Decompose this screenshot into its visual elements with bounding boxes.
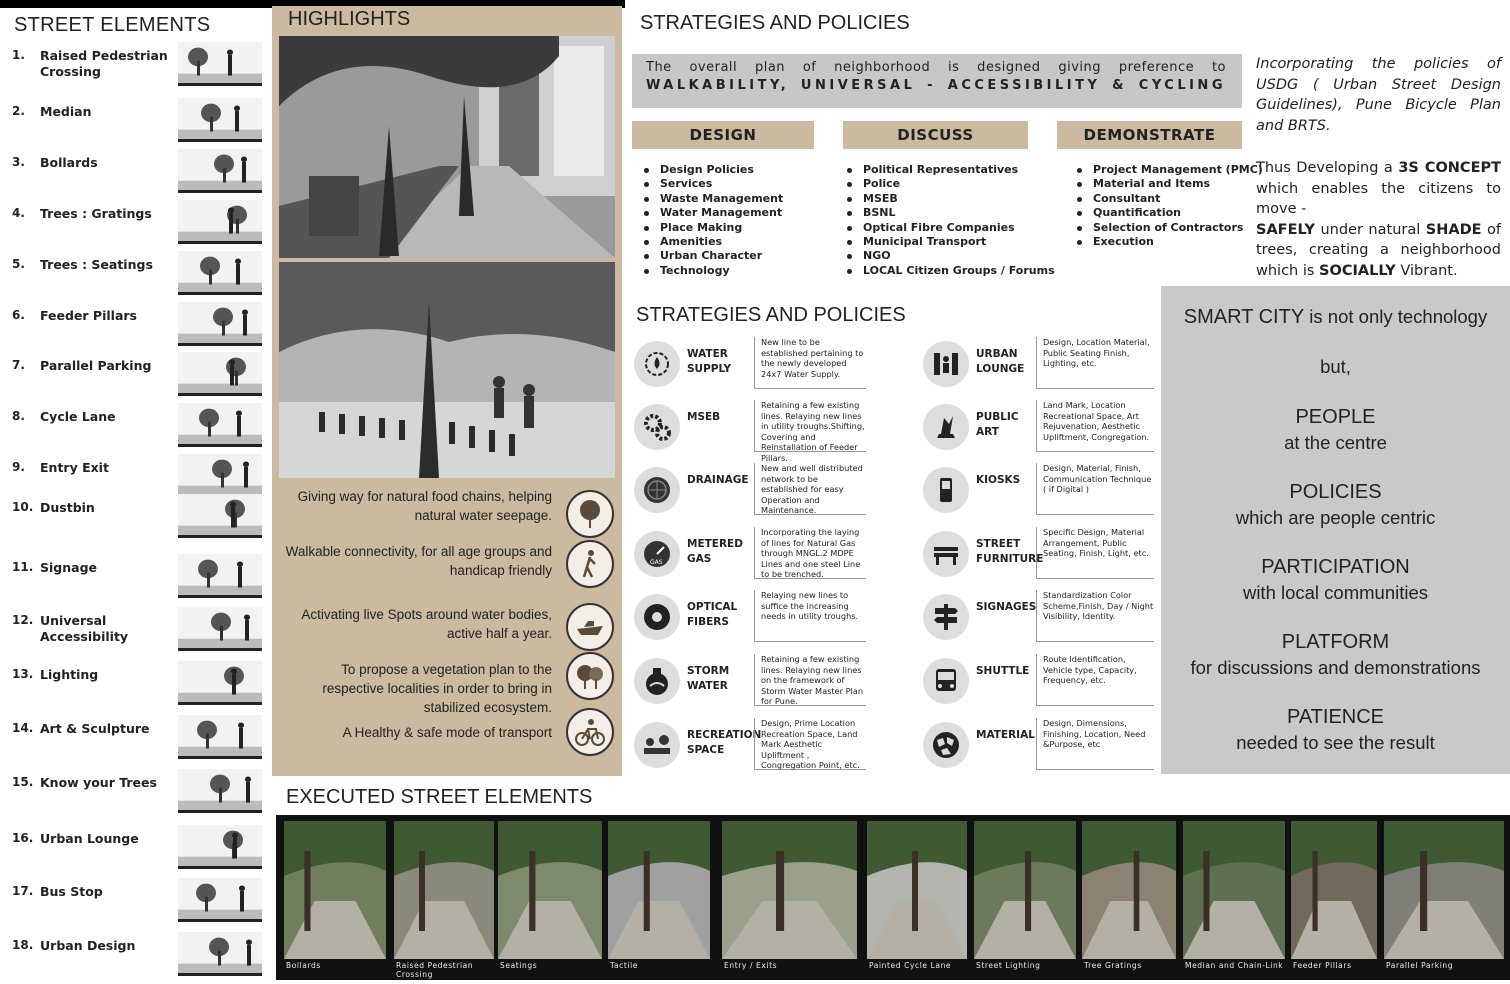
street-element-label: Median bbox=[40, 104, 92, 119]
policy-item bbox=[923, 337, 1153, 393]
policy-item bbox=[634, 337, 864, 393]
concept-text: under natural bbox=[1314, 221, 1426, 238]
street-element-number: 16. bbox=[12, 831, 34, 845]
policy-description: New line to be established pertaining to the newly developed 24x7 Water Supply. bbox=[754, 337, 866, 389]
strategy-list-item: Police bbox=[845, 177, 1055, 191]
street-element-sketch bbox=[178, 251, 262, 295]
executed-caption: Entry / Exits bbox=[724, 961, 778, 970]
strategy-list-item: Optical Fibre Companies bbox=[845, 221, 1055, 235]
policy-name: URBAN LOUNGE bbox=[976, 348, 1025, 375]
but-line: but, bbox=[1320, 356, 1351, 377]
smart-city-label: SMART CITY bbox=[1183, 306, 1305, 328]
street-element-number: 18. bbox=[12, 938, 34, 952]
street-element-sketch bbox=[178, 454, 262, 498]
policy-name: METERED GAS bbox=[687, 538, 743, 565]
strategy-list-item: NGO bbox=[845, 249, 1055, 263]
executed-caption: Median and Chain-Link bbox=[1185, 961, 1284, 970]
policy-name: PUBLIC ART bbox=[976, 411, 1019, 438]
policy-description: Route Identification, Vehicle type, Capacity, Frequency, etc. bbox=[1036, 654, 1154, 706]
street-element-sketch bbox=[178, 825, 262, 869]
street-element-sketch bbox=[178, 98, 262, 142]
strategy-list-item: Amenities bbox=[642, 235, 783, 249]
street-element-number: 7. bbox=[12, 358, 25, 372]
policy-name: WATER SUPPLY bbox=[687, 348, 732, 375]
design-heading: DESIGN bbox=[632, 121, 814, 149]
strategy-list-item: Services bbox=[642, 177, 783, 191]
policy-item bbox=[923, 527, 1153, 583]
highlight-text: A Healthy & safe mode of transport bbox=[342, 725, 552, 740]
svg-text:GAS: GAS bbox=[650, 559, 663, 566]
concept-bold: SAFELY bbox=[1256, 221, 1315, 238]
trees-icon bbox=[566, 652, 614, 700]
strategy-list-item: Municipal Transport bbox=[845, 235, 1055, 249]
executed-photo bbox=[498, 821, 602, 959]
concept-text: of trees, creating a neighborhood which is bbox=[1256, 221, 1501, 279]
strategy-list-item: Design Policies bbox=[642, 163, 783, 177]
sculpture-icon bbox=[923, 404, 969, 450]
smart-city-heading: PLATFORM bbox=[1281, 631, 1390, 653]
street-element-number: 2. bbox=[12, 104, 25, 118]
concept-bold: SHADE bbox=[1425, 221, 1482, 238]
policy-item bbox=[634, 590, 864, 646]
street-element-label: Art & Sculpture bbox=[40, 721, 150, 736]
signpost-icon bbox=[923, 594, 969, 640]
gas-meter-icon bbox=[634, 531, 680, 577]
policy-name: SHUTTLE bbox=[976, 665, 1030, 677]
street-element-label: Urban Lounge bbox=[40, 831, 139, 846]
policy-description: Design, Prime Location Recreation Space, Land Mark Aesthetic Upliftment , Congregation Point, etc. bbox=[754, 718, 866, 770]
smart-city-subtext: with local communities bbox=[1242, 582, 1429, 603]
lounge-icon bbox=[923, 341, 969, 387]
policy-name: MATERIAL bbox=[976, 729, 1035, 741]
street-elements-title: STREET ELEMENTS bbox=[14, 14, 211, 36]
policy-description: New and well distributed network to be established for easy Operation and Maintenance. bbox=[754, 463, 866, 515]
strategy-list-item: LOCAL Citizen Groups / Forums bbox=[845, 264, 1055, 278]
highlight-text: Giving way for natural food chains, helping natural water seepage. bbox=[297, 489, 552, 523]
street-element-label: Parallel Parking bbox=[40, 358, 152, 373]
concept-bold: 3S CONCEPT bbox=[1398, 160, 1501, 176]
highlight-text: To propose a vegetation plan to the respective localities in order to bring in stabilized ecosystem. bbox=[322, 662, 552, 715]
strategy-list-item: Waste Management bbox=[642, 192, 783, 206]
street-element-sketch bbox=[178, 403, 262, 447]
street-element-sketch bbox=[178, 661, 262, 705]
smart-city-subtext: needed to see the result bbox=[1236, 732, 1435, 753]
street-element-sketch bbox=[178, 607, 262, 651]
executed-photo bbox=[284, 821, 386, 959]
policy-item bbox=[634, 527, 864, 583]
highlight-text: Walkable connectivity, for all age groups and handicap friendly bbox=[285, 544, 552, 578]
smart-city-subtext: for discussions and demonstrations bbox=[1190, 657, 1481, 678]
street-element-sketch bbox=[178, 352, 262, 396]
executed-caption: Parallel Parking bbox=[1386, 961, 1454, 970]
street-element-sketch bbox=[178, 932, 262, 976]
concept-text: Vibrant. bbox=[1395, 262, 1458, 279]
street-element-number: 5. bbox=[12, 257, 25, 271]
street-element-label: Bollards bbox=[40, 155, 98, 170]
policy-name: STREET FURNITURE bbox=[976, 538, 1044, 565]
street-element-number: 11. bbox=[12, 560, 34, 574]
policy-item bbox=[634, 654, 864, 710]
strategy-list-item: Political Representatives bbox=[845, 163, 1055, 177]
strategy-list-item: Material and Items bbox=[1075, 177, 1263, 191]
policy-item bbox=[923, 590, 1154, 646]
street-element-number: 3. bbox=[12, 155, 25, 169]
manhole-icon bbox=[634, 467, 680, 513]
street-element-number: 12. bbox=[12, 613, 34, 627]
street-element-label: Cycle Lane bbox=[40, 409, 116, 424]
executed-photo bbox=[608, 821, 710, 959]
executed-photo bbox=[722, 821, 857, 959]
street-element-number: 8. bbox=[12, 409, 25, 423]
policy-item bbox=[634, 463, 864, 519]
strategy-list-item: Technology bbox=[642, 264, 783, 278]
smart-city-subtext: which are people centric bbox=[1235, 507, 1436, 528]
smart-city-subtext: at the centre bbox=[1284, 432, 1387, 453]
executed-caption: Raised Pedestrian Crossing bbox=[396, 961, 474, 979]
discuss-heading: DISCUSS bbox=[843, 121, 1028, 149]
street-element-label: Trees : Gratings bbox=[40, 206, 152, 221]
strategy-list-item: Urban Character bbox=[642, 249, 783, 263]
executed-caption: Bollards bbox=[286, 961, 321, 970]
street-element-number: 10. bbox=[12, 500, 34, 514]
executed-photo bbox=[1183, 821, 1285, 959]
street-element-number: 13. bbox=[12, 667, 34, 681]
executed-photo bbox=[974, 821, 1076, 959]
street-elements-list bbox=[0, 42, 270, 982]
strategy-list-item: Water Management bbox=[642, 206, 783, 220]
strategy-list-item: Quantification bbox=[1075, 206, 1263, 220]
policy-description: Retaining a few existing lines. Relaying new lines in utility troughs.Shifting, Covering and Reinstallation of Feeder Pillars. bbox=[754, 400, 866, 452]
boat-icon bbox=[566, 603, 614, 651]
kiosk-icon bbox=[923, 467, 969, 513]
street-element-label: Signage bbox=[40, 560, 97, 575]
strategy-list-item: MSEB bbox=[845, 192, 1055, 206]
strategies-banner bbox=[632, 54, 1242, 108]
street-element-label: Trees : Seatings bbox=[40, 257, 153, 272]
policy-item bbox=[634, 400, 865, 463]
policy-description: Retaining a few existing lines. Relaying new lines on the framework of Storm Water Master Plan for Pune. bbox=[754, 654, 866, 706]
executed-caption: Feeder Pillars bbox=[1293, 961, 1352, 970]
strategy-list-item: Place Making bbox=[642, 221, 783, 235]
street-element-sketch bbox=[178, 554, 262, 598]
smart-city-heading: PATIENCE bbox=[1286, 706, 1385, 728]
street-element-label: Universal Accessibility bbox=[40, 613, 129, 644]
demonstrate-heading: DEMONSTRATE bbox=[1057, 121, 1242, 149]
policy-name: DRAINAGE bbox=[687, 474, 749, 486]
policy-item bbox=[923, 400, 1153, 456]
policy-description: Land Mark, Location Recreational Space, Art Rejuvenation, Aesthetic Upliftment, Congregation. bbox=[1036, 400, 1154, 452]
policy-name: RECREATION SPACE bbox=[687, 729, 762, 756]
street-element-number: 14. bbox=[12, 721, 34, 735]
street-element-number: 6. bbox=[12, 308, 25, 322]
strategy-list-item: Consultant bbox=[1075, 192, 1263, 206]
executed-photo bbox=[1082, 821, 1176, 959]
policy-description: Standardization Color Scheme,Finish, Day / Night Visibility, Identity. bbox=[1036, 590, 1154, 642]
street-element-label: Lighting bbox=[40, 667, 99, 682]
discuss-list bbox=[845, 163, 1055, 278]
street-element-number: 4. bbox=[12, 206, 25, 220]
bench-icon bbox=[923, 531, 969, 577]
three-s-concept bbox=[1256, 158, 1501, 282]
highlight-photo-street bbox=[279, 36, 615, 258]
street-element-number: 17. bbox=[12, 884, 34, 898]
recreation-icon bbox=[634, 722, 680, 768]
policy-description: Design, Dimensions, Finishing, Location, Need &Purpose, etc bbox=[1036, 718, 1154, 770]
street-element-label: Know your Trees bbox=[40, 775, 157, 790]
concept-text: which enables the citizens to move - bbox=[1256, 180, 1501, 218]
bus-icon bbox=[923, 658, 969, 704]
walking-person-icon bbox=[566, 540, 614, 588]
street-element-label: Urban Design bbox=[40, 938, 136, 953]
executed-caption: Painted Cycle Lane bbox=[869, 961, 952, 970]
smart-city-heading: PEOPLE bbox=[1295, 406, 1376, 428]
policy-item bbox=[923, 718, 1153, 774]
strategy-list-item: BSNL bbox=[845, 206, 1055, 220]
banner-line-2: WALKABILITY, UNIVERSAL - ACCESSIBILITY & CYCLING bbox=[646, 78, 1226, 93]
street-element-sketch bbox=[178, 302, 262, 346]
policy-item bbox=[923, 654, 1153, 710]
street-element-number: 9. bbox=[12, 460, 25, 474]
street-element-number: 1. bbox=[12, 48, 25, 62]
water-supply-icon bbox=[634, 341, 680, 387]
executed-photo bbox=[394, 821, 494, 959]
policies-title: STRATEGIES AND POLICIES bbox=[636, 304, 906, 326]
policy-name: KIOSKS bbox=[976, 474, 1021, 486]
executed-title: EXECUTED STREET ELEMENTS bbox=[286, 786, 593, 808]
design-list bbox=[642, 163, 783, 278]
street-element-sketch bbox=[178, 494, 262, 538]
street-element-sketch bbox=[178, 715, 262, 759]
street-element-sketch bbox=[178, 42, 262, 86]
strategy-list-item: Project Management (PMC) bbox=[1075, 163, 1263, 177]
policy-item bbox=[923, 463, 1153, 519]
strategies-title: STRATEGIES AND POLICIES bbox=[640, 12, 910, 34]
street-element-label: Bus Stop bbox=[40, 884, 103, 899]
executed-photo bbox=[867, 821, 967, 959]
storm-water-icon bbox=[634, 658, 680, 704]
usdg-text: Incorporating the policies of USDG ( Urban Street Design Guidelines), Pune Bicycle Plan and BRTS. bbox=[1256, 56, 1501, 134]
smart-city-panel bbox=[1161, 286, 1510, 774]
street-element-sketch bbox=[178, 878, 262, 922]
executed-caption: Street Lighting bbox=[976, 961, 1041, 970]
highlight-photo-bollards bbox=[279, 262, 615, 478]
street-element-sketch bbox=[178, 200, 262, 244]
street-element-number: 15. bbox=[12, 775, 34, 789]
executed-caption: Tactile bbox=[610, 961, 638, 970]
concept-bold: SOCIALLY bbox=[1319, 262, 1396, 279]
street-element-label: Dustbin bbox=[40, 500, 95, 515]
executed-photo-strip bbox=[276, 815, 1510, 980]
street-element-label: Entry Exit bbox=[40, 460, 109, 475]
street-element-label: Feeder Pillars bbox=[40, 308, 137, 323]
concept-text: Thus Developing a bbox=[1256, 160, 1399, 176]
strategy-list-item: Execution bbox=[1075, 235, 1263, 249]
policy-description: Relaying new lines to suffice the increasing needs in utility troughs. bbox=[754, 590, 866, 642]
tree-icon bbox=[566, 490, 614, 538]
policy-name: STORM WATER bbox=[687, 665, 730, 692]
policy-name: SIGNAGES bbox=[976, 601, 1037, 613]
street-element-label: Raised Pedestrian Crossing bbox=[40, 48, 168, 79]
executed-caption: Seatings bbox=[500, 961, 538, 970]
policy-description: Design, Location Material, Public Seating Finish, Lighting, etc. bbox=[1036, 337, 1154, 389]
policy-description: Design, Material, Finish, Communication Technique ( if Digital ) bbox=[1036, 463, 1154, 515]
highlights-title: HIGHLIGHTS bbox=[288, 8, 411, 30]
policy-description: Incorporating the laying of lines for Natural Gas through MNGL.2 MDPE Lines and one steel Line to be trenched. bbox=[754, 527, 866, 579]
smart-city-heading: POLICIES bbox=[1289, 481, 1382, 503]
banner-line-1: The overall plan of neighborhood is designed giving preference to bbox=[646, 60, 1226, 75]
fiber-ring-icon bbox=[634, 594, 680, 640]
paving-icon bbox=[923, 722, 969, 768]
policy-item bbox=[634, 718, 864, 774]
highlight-text: Activating live Spots around water bodies, active half a year. bbox=[301, 607, 552, 641]
street-element-sketch bbox=[178, 149, 262, 193]
smart-city-heading: PARTICIPATION bbox=[1261, 556, 1410, 578]
executed-photo bbox=[1291, 821, 1377, 959]
demonstrate-list bbox=[1075, 163, 1263, 249]
smart-city-line bbox=[1161, 306, 1510, 329]
executed-photo bbox=[1384, 821, 1504, 959]
policy-name: MSEB bbox=[687, 411, 721, 423]
gears-icon bbox=[634, 404, 680, 450]
smart-city-rest: is not only technology bbox=[1304, 306, 1488, 327]
executed-caption: Tree Gratings bbox=[1084, 961, 1142, 970]
policy-description: Specific Design, Material Arrangement, Public Seating, Finish, Light, etc. bbox=[1036, 527, 1154, 579]
bicycle-icon bbox=[566, 708, 614, 756]
strategy-list-item: Selection of Contractors bbox=[1075, 221, 1263, 235]
policy-name: OPTICAL FIBERS bbox=[687, 601, 738, 628]
street-element-sketch bbox=[178, 769, 262, 813]
